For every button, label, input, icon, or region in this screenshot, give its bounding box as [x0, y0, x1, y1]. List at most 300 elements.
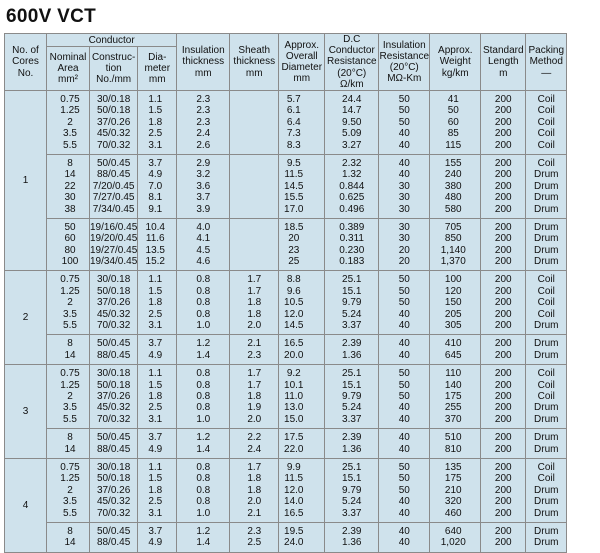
ir-value: 50 [398, 484, 410, 496]
length-value: 200 [494, 256, 512, 268]
packing-value: Drum [534, 537, 559, 549]
cable-spec-table [4, 33, 567, 553]
construction-value: 45/0.32 [96, 128, 131, 140]
area-value: 30 [64, 192, 76, 204]
overall-cell [279, 458, 325, 522]
length-value: 200 [494, 402, 512, 414]
packing-cell [526, 365, 567, 429]
weight-value: 140 [444, 379, 462, 391]
insulation-value: 3.7 [196, 192, 211, 204]
construction-value: 7/34/0.45 [92, 203, 135, 215]
diameter-cell [138, 458, 177, 522]
construction-value: 30/0.18 [96, 461, 131, 473]
insulation-value: 1.2 [196, 432, 211, 444]
length-value: 200 [494, 432, 512, 444]
insulation-value: 3.6 [196, 180, 211, 192]
overall-cell [279, 429, 325, 459]
weight-value: 1,140 [440, 244, 466, 256]
diameter-value: 2.5 [148, 308, 163, 320]
dc-cell [325, 365, 379, 429]
ir-value: 40 [398, 443, 410, 455]
ir-value: 50 [398, 116, 410, 128]
insulation-value: 4.6 [196, 256, 211, 268]
sheath-value: 1.8 [247, 391, 262, 402]
dc-value: 9.79 [342, 297, 362, 309]
insulation-cell [177, 91, 230, 155]
sheath-cell [230, 271, 279, 335]
row-group [5, 91, 567, 155]
area-value: 3.5 [63, 402, 77, 414]
packing-value: Coil [537, 297, 555, 309]
diameter-value: 8.1 [148, 192, 163, 204]
overall-value: 9.9 [286, 461, 301, 473]
insulation-value: 3.9 [196, 203, 211, 215]
diameter-value: 9.1 [148, 203, 163, 215]
ir-value: 20 [398, 256, 410, 268]
ir-value: 30 [398, 192, 410, 204]
header-cores: No. of Cores No. [5, 34, 47, 91]
overall-value: 16.5 [284, 507, 304, 519]
packing-value: Drum [534, 496, 559, 508]
length-value: 200 [494, 157, 512, 169]
area-value: 8 [67, 338, 73, 350]
ir-value: 40 [398, 537, 410, 549]
dc-value: 25.1 [342, 274, 362, 286]
sheath-value [230, 204, 278, 215]
ir-value: 40 [398, 338, 410, 350]
ir-value: 50 [398, 297, 410, 309]
length-value: 200 [494, 221, 512, 233]
packing-cell [526, 218, 567, 271]
sheath-cell [230, 458, 279, 522]
header-construction: Construc- tion No./mm [90, 47, 138, 91]
sheath-value: 2.1 [247, 507, 262, 519]
diameter-value: 1.8 [148, 484, 163, 496]
insulation-value: 4.1 [196, 233, 211, 245]
construction-value: 50/0.45 [96, 525, 131, 537]
overall-cell [279, 218, 325, 271]
packing-value: Coil [537, 128, 555, 140]
weight-value: 150 [444, 297, 462, 309]
sheath-value [230, 169, 278, 180]
ir-value: 50 [398, 274, 410, 286]
ir-cell [379, 218, 430, 271]
diameter-value: 3.1 [148, 139, 163, 151]
core-count-cell: 4 [5, 458, 47, 552]
diameter-value: 1.8 [148, 391, 163, 402]
length-value: 200 [494, 473, 512, 485]
sheath-value [230, 181, 278, 192]
ir-cell [379, 154, 430, 218]
sheath-value: 1.8 [247, 297, 262, 309]
dc-value: 5.24 [342, 402, 362, 414]
diameter-cell [138, 365, 177, 429]
insulation-cell [177, 522, 230, 552]
ir-cell [379, 522, 430, 552]
sheath-cell [230, 91, 279, 155]
weight-value: 460 [444, 507, 462, 519]
dc-value: 15.1 [342, 285, 362, 297]
insulation-value: 1.2 [196, 338, 211, 350]
dc-value: 0.844 [339, 180, 365, 192]
construction-value: 19/27/0.45 [90, 244, 138, 256]
weight-value: 210 [444, 484, 462, 496]
sheath-value: 2.2 [247, 432, 262, 444]
dc-value: 0.389 [339, 221, 365, 233]
construction-value: 7/27/0.45 [92, 192, 135, 204]
area-cell [47, 218, 90, 271]
ir-value: 30 [398, 180, 410, 192]
diameter-value: 13.5 [145, 244, 165, 256]
area-value: 3.5 [63, 128, 77, 140]
diameter-cell [138, 335, 177, 365]
sheath-cell [230, 154, 279, 218]
packing-cell [526, 335, 567, 365]
length-value: 200 [494, 525, 512, 537]
construction-cell [90, 91, 138, 155]
overall-value: 14.5 [284, 320, 304, 332]
weight-cell [430, 365, 481, 429]
packing-value: Drum [534, 443, 559, 455]
area-value: 5.5 [63, 320, 77, 332]
construction-value: 50/0.45 [96, 157, 131, 169]
packing-value: Coil [537, 94, 555, 106]
dc-value: 9.50 [342, 116, 362, 128]
construction-cell [90, 218, 138, 271]
area-value: 2 [67, 116, 73, 128]
packing-value: Drum [534, 169, 559, 181]
ir-value: 40 [398, 349, 410, 361]
overall-value: 25 [288, 256, 300, 268]
diameter-cell [138, 522, 177, 552]
ir-value: 40 [398, 308, 410, 320]
sheath-value [230, 158, 278, 169]
weight-value: 50 [447, 105, 459, 117]
sheath-value: 2.1 [247, 338, 262, 350]
length-value: 200 [494, 413, 512, 425]
sheath-cell [230, 335, 279, 365]
packing-value: Coil [537, 105, 555, 117]
ir-value: 30 [398, 221, 410, 233]
area-value: 0.75 [60, 368, 80, 380]
sheath-value [230, 128, 278, 139]
insulation-cell [177, 365, 230, 429]
construction-value: 45/0.32 [96, 496, 131, 508]
overall-value: 13.0 [284, 402, 304, 414]
ir-value: 40 [398, 128, 410, 140]
dc-value: 5.09 [342, 128, 362, 140]
length-value: 200 [494, 368, 512, 380]
weight-value: 100 [444, 274, 462, 286]
insulation-value: 0.8 [196, 274, 211, 286]
diameter-value: 4.9 [148, 443, 163, 455]
dc-value: 3.27 [342, 139, 362, 151]
construction-value: 50/0.18 [96, 473, 131, 485]
insulation-value: 3.2 [196, 169, 211, 181]
length-value: 200 [494, 244, 512, 256]
overall-value: 14.5 [284, 180, 304, 192]
overall-value: 12.0 [284, 308, 304, 320]
overall-value: 15.5 [284, 192, 304, 204]
diameter-cell [138, 271, 177, 335]
diameter-value: 1.1 [148, 274, 163, 286]
insulation-value: 0.8 [196, 402, 211, 414]
diameter-value: 1.5 [148, 105, 163, 117]
sheath-value: 1.7 [247, 368, 262, 380]
weight-value: 645 [444, 349, 462, 361]
overall-value: 22.0 [284, 443, 304, 455]
construction-value: 50/0.18 [96, 379, 131, 391]
area-value: 1.25 [60, 285, 80, 297]
insulation-value: 2.3 [196, 105, 211, 117]
area-cell [47, 154, 90, 218]
sheath-value [230, 140, 278, 151]
ir-cell [379, 458, 430, 522]
insulation-value: 1.0 [196, 320, 211, 332]
weight-cell [430, 429, 481, 459]
packing-value: Coil [537, 391, 555, 402]
sheath-value: 2.5 [247, 537, 262, 549]
construction-value: 50/0.18 [96, 285, 131, 297]
construction-value: 50/0.45 [96, 432, 131, 444]
weight-cell [430, 154, 481, 218]
diameter-value: 3.7 [148, 432, 163, 444]
overall-cell [279, 335, 325, 365]
diameter-cell [138, 429, 177, 459]
construction-value: 45/0.32 [96, 402, 131, 414]
insulation-value: 4.0 [196, 221, 211, 233]
dc-value: 1.36 [342, 443, 362, 455]
overall-value: 18.5 [284, 221, 304, 233]
ir-cell [379, 429, 430, 459]
insulation-value: 2.4 [196, 128, 211, 140]
row-group [5, 429, 567, 459]
packing-value: Drum [534, 413, 559, 425]
diameter-value: 1.1 [148, 368, 163, 380]
area-value: 100 [61, 256, 79, 268]
sheath-value [230, 105, 278, 116]
packing-value: Drum [534, 244, 559, 256]
area-value: 38 [64, 203, 76, 215]
length-value: 200 [494, 507, 512, 519]
length-value: 200 [494, 203, 512, 215]
dc-value: 2.39 [342, 432, 362, 444]
header-packing-method: Packing Method — [526, 34, 567, 91]
area-value: 0.75 [60, 94, 80, 106]
construction-value: 37/0.26 [96, 484, 131, 496]
area-value: 8 [67, 525, 73, 537]
area-cell [47, 458, 90, 522]
weight-value: 205 [444, 308, 462, 320]
construction-value: 19/20/0.45 [90, 233, 138, 245]
length-cell [481, 271, 526, 335]
area-value: 2 [67, 391, 73, 402]
packing-value: Drum [534, 320, 559, 332]
diameter-value: 1.1 [148, 461, 163, 473]
insulation-value: 0.8 [196, 484, 211, 496]
overall-value: 10.1 [284, 379, 304, 391]
sheath-value: 2.4 [247, 443, 262, 455]
area-value: 1.25 [60, 105, 80, 117]
overall-cell [279, 522, 325, 552]
area-value: 5.5 [63, 507, 77, 519]
area-value: 5.5 [63, 139, 77, 151]
weight-value: 155 [444, 157, 462, 169]
header-dc-resistance: D.C Conductor Resistance (20°C) Ω/km [325, 34, 379, 91]
construction-value: 37/0.26 [96, 391, 131, 402]
area-cell [47, 335, 90, 365]
sheath-value: 1.9 [247, 402, 262, 414]
overall-value: 11.5 [284, 473, 304, 485]
length-value: 200 [494, 139, 512, 151]
weight-cell [430, 271, 481, 335]
overall-cell [279, 365, 325, 429]
packing-value: Coil [537, 139, 555, 151]
overall-value: 8.8 [286, 274, 301, 286]
area-value: 50 [64, 221, 76, 233]
construction-value: 88/0.45 [96, 443, 131, 455]
row-group [5, 218, 567, 271]
header-nominal-area: Nominal Area mm² [47, 47, 90, 91]
ir-value: 50 [398, 94, 410, 106]
construction-value: 45/0.32 [96, 308, 131, 320]
overall-value: 5.7 [286, 94, 301, 106]
diameter-value: 3.1 [148, 507, 163, 519]
area-cell [47, 271, 90, 335]
weight-value: 60 [447, 116, 459, 128]
sheath-value: 2.3 [247, 525, 262, 537]
diameter-value: 4.9 [148, 169, 163, 181]
construction-value: 70/0.32 [96, 507, 131, 519]
packing-value: Drum [534, 233, 559, 245]
diameter-value: 1.8 [148, 116, 163, 128]
overall-value: 15.0 [284, 413, 304, 425]
ir-value: 40 [398, 496, 410, 508]
construction-value: 88/0.45 [96, 349, 131, 361]
packing-value: Coil [537, 285, 555, 297]
construction-value: 70/0.32 [96, 413, 131, 425]
dc-value: 3.37 [342, 320, 362, 332]
ir-cell [379, 365, 430, 429]
dc-value: 0.625 [339, 192, 365, 204]
diameter-value: 2.5 [148, 402, 163, 414]
weight-cell [430, 458, 481, 522]
sheath-value [230, 192, 278, 203]
overall-value: 9.2 [286, 368, 301, 380]
weight-value: 810 [444, 443, 462, 455]
construction-value: 88/0.45 [96, 537, 131, 549]
dc-value: 1.36 [342, 537, 362, 549]
weight-value: 380 [444, 180, 462, 192]
weight-value: 120 [444, 285, 462, 297]
insulation-cell [177, 429, 230, 459]
length-value: 200 [494, 379, 512, 391]
overall-value: 20 [288, 233, 300, 245]
table-header [5, 34, 567, 91]
area-value: 2 [67, 484, 73, 496]
header-weight: Approx. Weight kg/km [430, 34, 481, 91]
insulation-value: 0.8 [196, 297, 211, 309]
diameter-value: 4.9 [148, 349, 163, 361]
construction-value: 19/16/0.45 [90, 221, 138, 233]
length-value: 200 [494, 192, 512, 204]
length-value: 200 [494, 105, 512, 117]
area-cell [47, 522, 90, 552]
construction-cell [90, 154, 138, 218]
packing-value: Drum [534, 402, 559, 414]
construction-cell [90, 271, 138, 335]
insulation-value: 0.8 [196, 379, 211, 391]
area-value: 0.75 [60, 461, 80, 473]
ir-value: 30 [398, 233, 410, 245]
sheath-value: 1.8 [247, 308, 262, 320]
row-group [5, 271, 567, 335]
ir-value: 40 [398, 507, 410, 519]
ir-value: 50 [398, 461, 410, 473]
area-value: 80 [64, 244, 76, 256]
construction-value: 7/20/0.45 [92, 180, 135, 192]
overall-value: 9.5 [286, 157, 301, 169]
area-value: 3.5 [63, 308, 77, 320]
weight-value: 850 [444, 233, 462, 245]
sheath-value [230, 233, 278, 244]
dc-value: 15.1 [342, 379, 362, 391]
ir-value: 40 [398, 525, 410, 537]
area-value: 2 [67, 297, 73, 309]
sheath-value: 2.3 [247, 349, 262, 361]
overall-value: 6.4 [286, 116, 301, 128]
header-overall-diameter: Approx. Overall Diameter mm [279, 34, 325, 91]
construction-value: 19/34/0.45 [90, 256, 138, 268]
header-insulation-resistance: Insulation Resistance (20°C) MΩ-Km [379, 34, 430, 91]
overall-value: 24.0 [284, 537, 304, 549]
sheath-value: 2.0 [247, 320, 262, 332]
sheath-value [230, 256, 278, 267]
packing-value: Drum [534, 507, 559, 519]
sheath-cell [230, 522, 279, 552]
ir-value: 50 [398, 379, 410, 391]
packing-cell [526, 154, 567, 218]
ir-cell [379, 271, 430, 335]
ir-value: 50 [398, 368, 410, 380]
insulation-value: 0.8 [196, 473, 211, 485]
area-value: 14 [64, 349, 76, 361]
length-value: 200 [494, 320, 512, 332]
overall-value: 10.5 [284, 297, 304, 309]
dc-value: 5.24 [342, 308, 362, 320]
ir-value: 40 [398, 169, 410, 181]
sheath-value [230, 117, 278, 128]
insulation-cell [177, 335, 230, 365]
dc-value: 9.79 [342, 391, 362, 402]
overall-value: 7.3 [286, 128, 301, 140]
packing-value: Drum [534, 192, 559, 204]
insulation-value: 4.5 [196, 244, 211, 256]
diameter-value: 3.7 [148, 525, 163, 537]
length-value: 200 [494, 443, 512, 455]
insulation-value: 1.2 [196, 525, 211, 537]
construction-value: 88/0.45 [96, 169, 131, 181]
weight-value: 510 [444, 432, 462, 444]
dc-value: 14.7 [342, 105, 362, 117]
ir-value: 50 [398, 473, 410, 485]
ir-value: 40 [398, 413, 410, 425]
ir-value: 40 [398, 157, 410, 169]
length-cell [481, 429, 526, 459]
insulation-value: 0.8 [196, 285, 211, 297]
area-value: 1.25 [60, 379, 80, 391]
header-standard-length: Standard Length m [481, 34, 526, 91]
